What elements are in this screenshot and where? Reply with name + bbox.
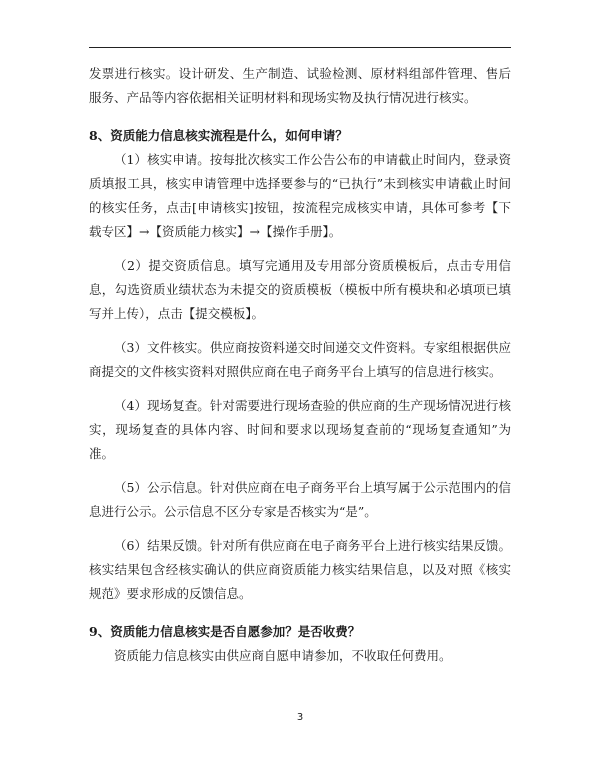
question-9-heading: 9、资质能力信息核实是否自愿参加？是否收费？: [89, 624, 361, 639]
page-content: [89, 62, 511, 668]
question-9-answer: 资质能力信息核实由供应商自愿申请参加，不收取任何费用。: [114, 648, 452, 663]
question-8-heading: 8、资质能力信息核实流程是什么，如何申请？: [89, 128, 348, 143]
intro-paragraph: 发票进行核实。设计研发、生产制造、试验检测、原材料组部件管理、售后服务、产品等内容依据相关证明材料和现场实物及执行情况进行核实。: [89, 66, 511, 105]
page-number: 3: [296, 712, 304, 723]
spacer: [89, 384, 511, 394]
spacer: [89, 244, 511, 254]
step-6-paragraph: （6）结果反馈。针对所有供应商在电子商务平台上进行核实结果反馈。核实结果包含经核实确认的供应商资质能力核实结果信息，以及对照《核实规范》要求形成的反馈信息。: [89, 538, 511, 601]
step-1-paragraph: （1）核实申请。按每批次核实工作公告公布的申请截止时间内，登录资质填报工具，核实申请管理中选择要参与的“已执行”未到核实申请截止时间的核实任务，点击[申请核实]按钮，按流程完成核实申请，具体可参考【下载专区】→【资质能力核实】→【操作手册】。: [89, 152, 511, 239]
step-2-paragraph: （2）提交资质信息。填写完通用及专用部分资质模板后，点击专用信息，勾选资质业绩状态为未提交的资质模板（模板中所有模块和必填项已填写并上传），点击【提交模板】。: [89, 258, 511, 321]
spacer: [89, 326, 511, 336]
step-5-paragraph: （5）公示信息。针对供应商在电子商务平台上填写属于公示范围内的信息进行公示。公示信息不区分专家是否核实为“是”。: [89, 480, 511, 519]
spacer: [89, 606, 511, 620]
step-4-paragraph: （4）现场复查。针对需要进行现场查验的供应商的生产现场情况进行核实，现场复查的具体内容、时间和要求以现场复查前的“现场复查通知”为准。: [89, 398, 511, 461]
spacer: [89, 110, 511, 124]
step-3-paragraph: （3）文件核实。供应商按资料递交时间递交文件资料。专家组根据供应商提交的文件核实资料对照供应商在电子商务平台上填写的信息进行核实。: [89, 340, 511, 379]
spacer: [89, 466, 511, 476]
spacer: [89, 524, 511, 534]
header-rule: [89, 47, 511, 48]
